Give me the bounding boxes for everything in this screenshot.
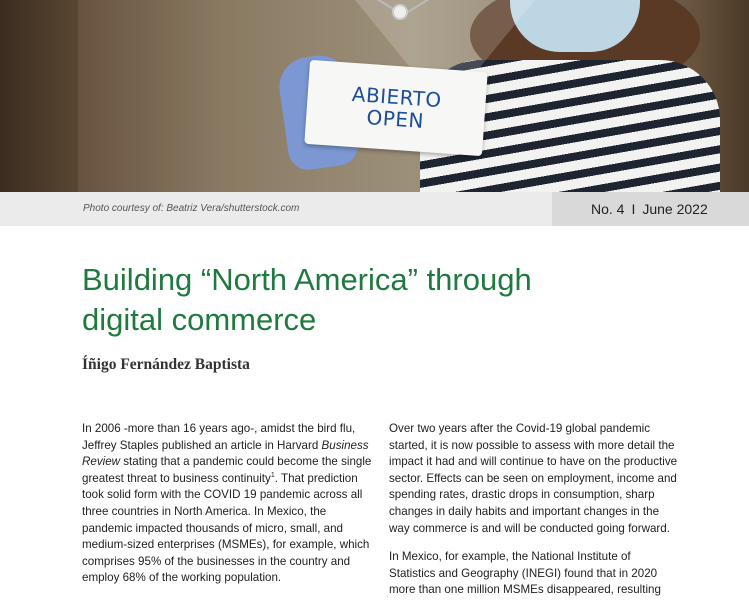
footnote-ref[interactable]: 1 [270, 471, 275, 479]
left-paragraph-1 [82, 421, 372, 587]
right-paragraph-2: In Mexico, for example, the National Institute of Statistics and Geography (INEGI) found that in 2020 more than one million MSMEs disappeared, resulting [389, 550, 661, 597]
title-line-2: digital commerce [82, 302, 317, 337]
left-p1-text-c: . That prediction took solid form with the COVID 19 pandemic across all three countries in North America. In Mexico, the pandemic impacted thousands of micro, small, and medium-sized enterprises (MSMEs), for example, which comprises 95% of the businesses in the country and employ 68% of the working population. [82, 471, 370, 585]
issue-separator: I [631, 201, 636, 217]
author-name: Íñigo Fernández Baptista [82, 356, 250, 373]
right-paragraph-1: Over two years after the Covid-19 global pandemic started, it is now possible to assess with more detail the impact it had and will continue to have on the productive sector. Effects can be seen on employment, income and spending rates, drastic drops in consumption, sharp changes in daily habits and important changes in the way commerce is and will be conducted going forward. [389, 422, 678, 535]
issue-info [552, 192, 749, 226]
photo-caption: Photo courtesy of: Beatriz Vera/shutterstock.com [83, 203, 300, 214]
body-column-left [82, 421, 372, 599]
issue-number: No. 4 [591, 201, 625, 217]
left-p1-text-b: stating that a pandemic could become the single greatest threat to business continuity [82, 455, 372, 485]
sign-line-1: ABIERTO [351, 81, 443, 113]
hero-photo [0, 0, 749, 192]
sign-hook [392, 4, 408, 20]
title-line-1: Building “North America” through [82, 262, 532, 297]
issue-date: June 2022 [642, 201, 708, 217]
caption-bar [0, 192, 552, 226]
journal-name: Business Review [82, 438, 369, 469]
sign-line-2: OPEN [365, 105, 425, 133]
door-frame-left [0, 0, 78, 192]
left-p1-text-a: In 2006 -more than 16 years ago-, amidst the bird flu, Jeffrey Staples published an article in Harvard [82, 422, 356, 452]
open-sign [304, 60, 487, 156]
article-title [82, 260, 682, 340]
body-column-right [389, 421, 679, 611]
